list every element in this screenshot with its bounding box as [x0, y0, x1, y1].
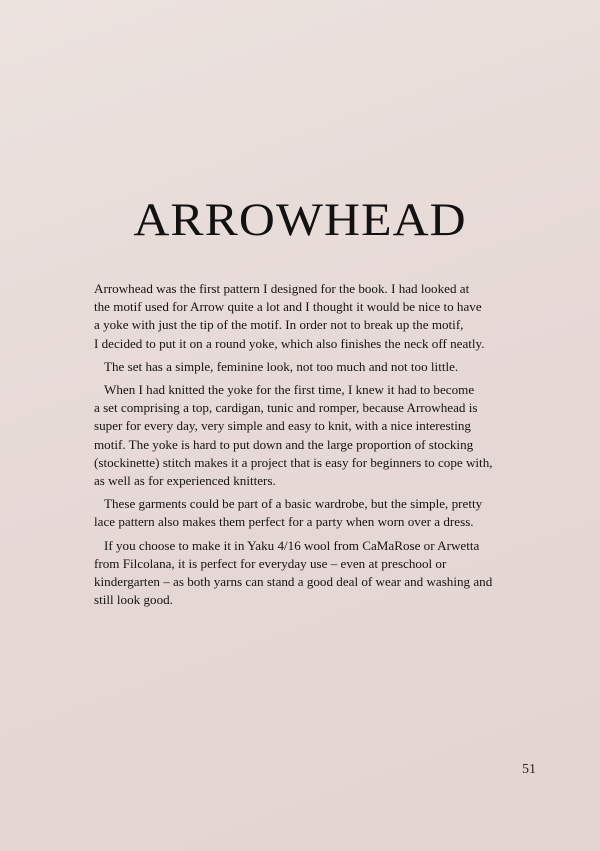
text-line: a set comprising a top, cardigan, tunic and romper, because Arrowhead is: [94, 400, 478, 416]
text-line: (stockinette) stitch makes it a project that is easy for beginners to cope with,: [94, 454, 493, 470]
text-line: lace pattern also makes them perfect for a party when worn over a dress.: [94, 514, 474, 530]
paragraph-4: [94, 495, 514, 531]
page-number: 51: [522, 762, 536, 777]
text-line: Arrowhead was the first pattern I designed for the book. I had looked at: [94, 281, 470, 296]
text-line: a yoke with just the tip of the motif. In order not to break up the motif,: [94, 317, 464, 333]
text-line: motif. The yoke is hard to put down and the large proportion of stocking: [94, 436, 474, 452]
text-line: The set has a simple, feminine look, not too much and not too little.: [104, 358, 459, 374]
paragraph-3: [94, 381, 514, 490]
text-line: super for every day, very simple and easy to knit, with a nice interesting: [94, 418, 471, 434]
body-text: [94, 280, 514, 614]
text-line: I decided to put it on a round yoke, which also finishes the neck off neatly.: [94, 335, 485, 351]
text-line: from Filcolana, it is perfect for everyday use – even at preschool or: [94, 555, 447, 571]
text-line: still look good.: [94, 592, 173, 608]
text-line: as well as for experienced knitters.: [94, 473, 276, 489]
paragraph-2: [94, 358, 514, 376]
text-line: These garments could be part of a basic wardrobe, but the simple, pretty: [104, 496, 483, 512]
text-line: If you choose to make it in Yaku 4/16 wool from CaMaRose or Arwetta: [104, 537, 480, 553]
paragraph-1: [94, 280, 514, 353]
text-line: When I had knitted the yoke for the first time, I knew it had to become: [104, 382, 475, 398]
page-title: ARROWHEAD: [133, 194, 467, 247]
text-line: the motif used for Arrow quite a lot and I thought it would be nice to have: [94, 299, 482, 315]
text-line: kindergarten – as both yarns can stand a good deal of wear and washing and: [94, 574, 493, 590]
paragraph-5: [94, 537, 514, 610]
